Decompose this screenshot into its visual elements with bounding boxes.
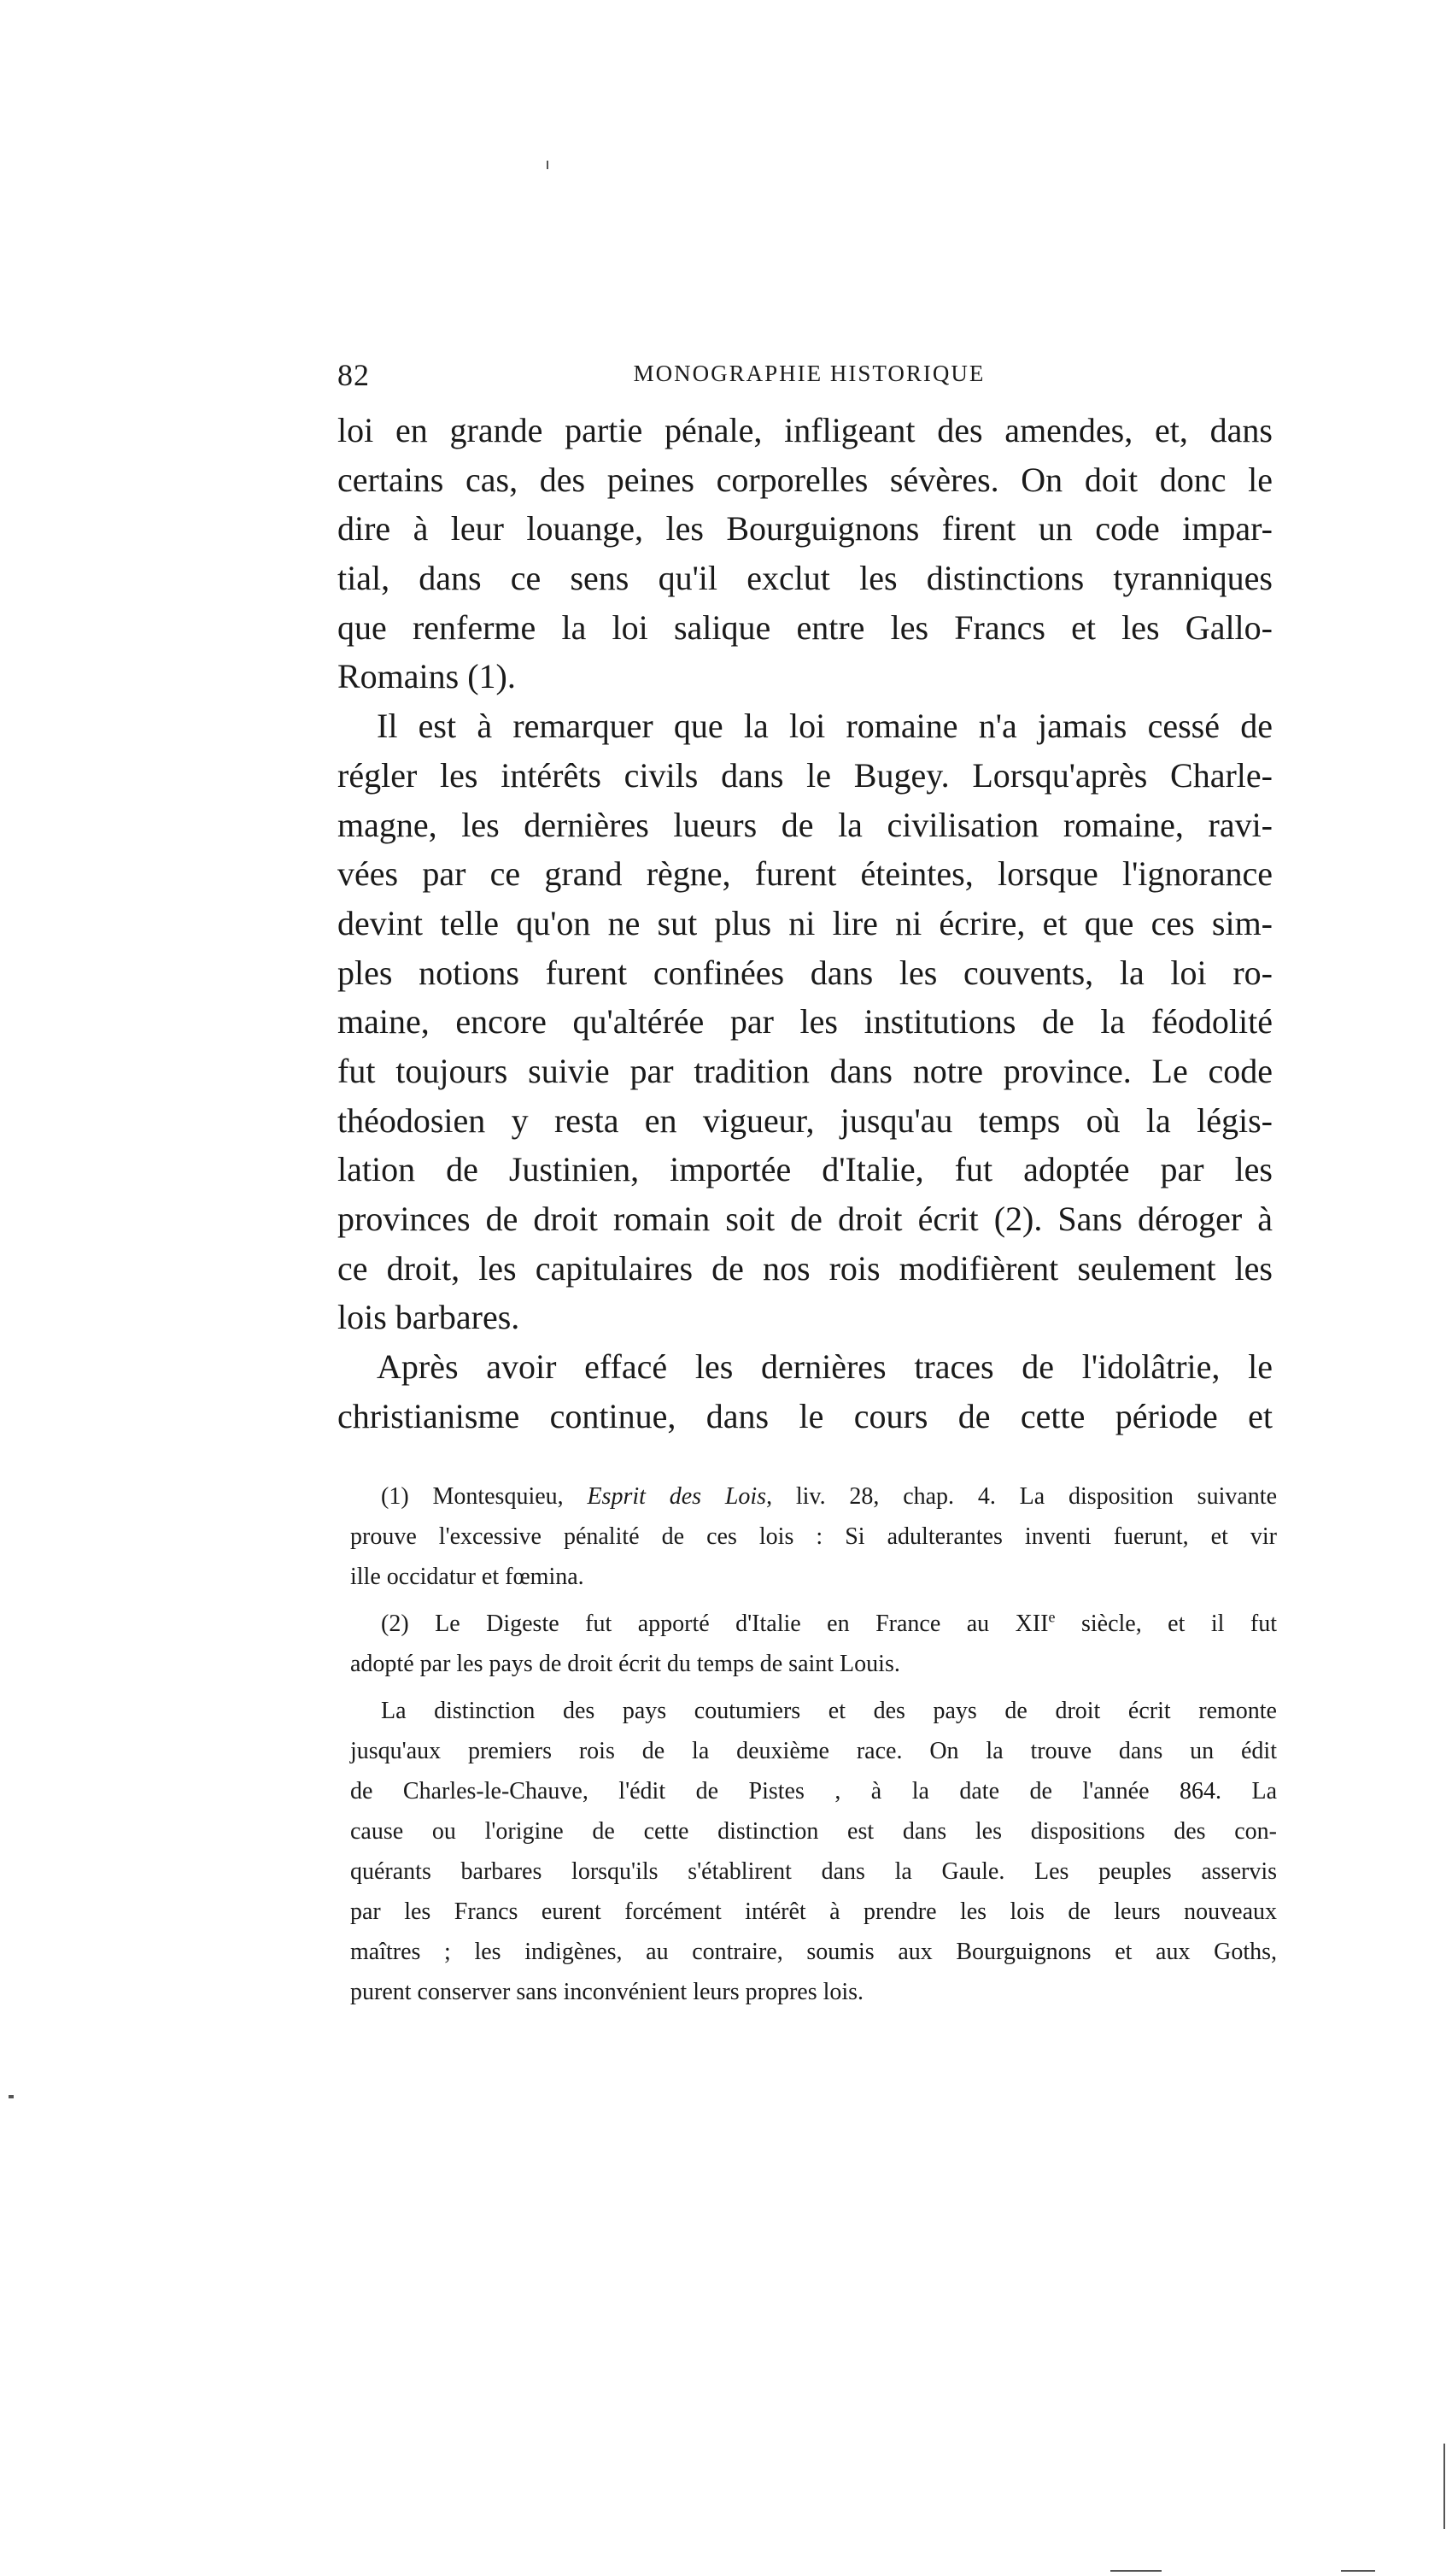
text-line: tial, dans ce sens qu'il exclut les distinctions tyranniques [337,559,1273,598]
text-line: régler les intérêts civils dans le Bugey. Lorsqu'après Charle- [337,755,1273,795]
text-line: ples notions furent confinées dans les couvents, la loi ro- [337,953,1273,992]
footnote-line: maîtres ; les indigènes, au contraire, soumis aux Bourguignons et aux Goths, [350,1939,1277,1965]
book-title: Esprit des Lois [587,1483,767,1510]
scan-speck [9,2095,14,2098]
footnotes [350,1476,1277,2012]
text-line: dire à leur louange, les Bourguignons firent un code impar- [337,509,1273,549]
text-line: devint telle qu'on ne sut plus ni lire ni écrire, et que ces sim- [337,903,1273,942]
footnote-line: cause ou l'origine de cette distinction est dans les dispositions des con- [350,1818,1277,1845]
paragraph-start-line: Il est à remarquer que la loi romaine n'a jamais cessé de [377,707,1273,746]
footnote-line: ille occidatur et fœmina. [350,1564,584,1590]
text-line: christianisme continue, dans le cours de cette période et [337,1396,1273,1435]
page-header [337,357,1281,400]
footnote-line: jusqu'aux premiers rois de la deuxième race. On la trouve dans un édit [350,1738,1277,1764]
footnote-line: prouve l'excessive pénalité de ces lois : Si adulterantes inventi fuerunt, et vir [350,1523,1277,1550]
text-line: théodosien y resta en vigueur, jusqu'au temps où la légis- [337,1100,1273,1140]
text-line: loi en grande partie pénale, infligeant des amendes, et, dans [337,411,1273,449]
footnote-note: La distinction des pays coutumiers et des pays de droit écrit remonte [381,1698,1277,1724]
text-line: lois barbares. [337,1298,520,1337]
footnote-line: de Charles-le-Chauve, l'édit de Pistes , à la date de l'année 864. La [350,1778,1277,1804]
text-line: provinces de droit romain soit de droit écrit (2). Sans déroger à [337,1200,1273,1238]
text-line: magne, les dernières lueurs de la civilisation romaine, ravi- [337,805,1273,844]
text-line: maine, encore qu'altérée par les institutions de la féodolité [337,1002,1273,1042]
text-line: ce droit, les capitulaires de nos rois modifièrent seulement les [337,1248,1273,1288]
text-line: vées par ce grand règne, furent éteintes, lorsque l'ignorance [337,854,1273,894]
text-line: certains cas, des peines corporelles sévères. On doit donc le [337,460,1273,499]
running-title: MONOGRAPHIE HISTORIQUE [633,361,986,386]
footnote-line: adopté par les pays de droit écrit du temps de saint Louis. [350,1651,900,1677]
footnote-2: (2) Le Digeste fut apporté d'Italie en France au XIIe siècle, et il fut [381,1608,1277,1637]
scan-speck [547,161,548,169]
text-line: Romains (1). [337,657,516,696]
footnote-line: par les Francs eurent forcément intérêt à prendre les lois de leurs nouveaux [350,1898,1277,1925]
paragraph-start-line: Après avoir effacé les dernières traces de l'idolâtrie, le [377,1347,1273,1387]
footnote-line: quérants barbares lorsqu'ils s'établirent dans la Gaule. Les peuples asservis [350,1858,1277,1885]
footnote-1: (1) Montesquieu, Esprit des Lois, liv. 28, chap. 4. La disposition suivante [381,1483,1277,1510]
text-line: fut toujours suivie par tradition dans notre province. Le code [337,1051,1273,1090]
scan-edge-mark [1110,2570,1162,2572]
scan-edge-mark [1443,2444,1445,2529]
scan-edge-mark [1341,2570,1375,2572]
page-number: 82 [337,358,370,392]
text-line: lation de Justinien, importée d'Italie, fut adoptée par les [337,1150,1273,1189]
text-line: que renferme la loi salique entre les Francs et les Gallo- [337,607,1273,647]
footnote-line: purent conserver sans inconvénient leurs propres lois. [350,1979,864,2005]
main-text [337,406,1273,1441]
